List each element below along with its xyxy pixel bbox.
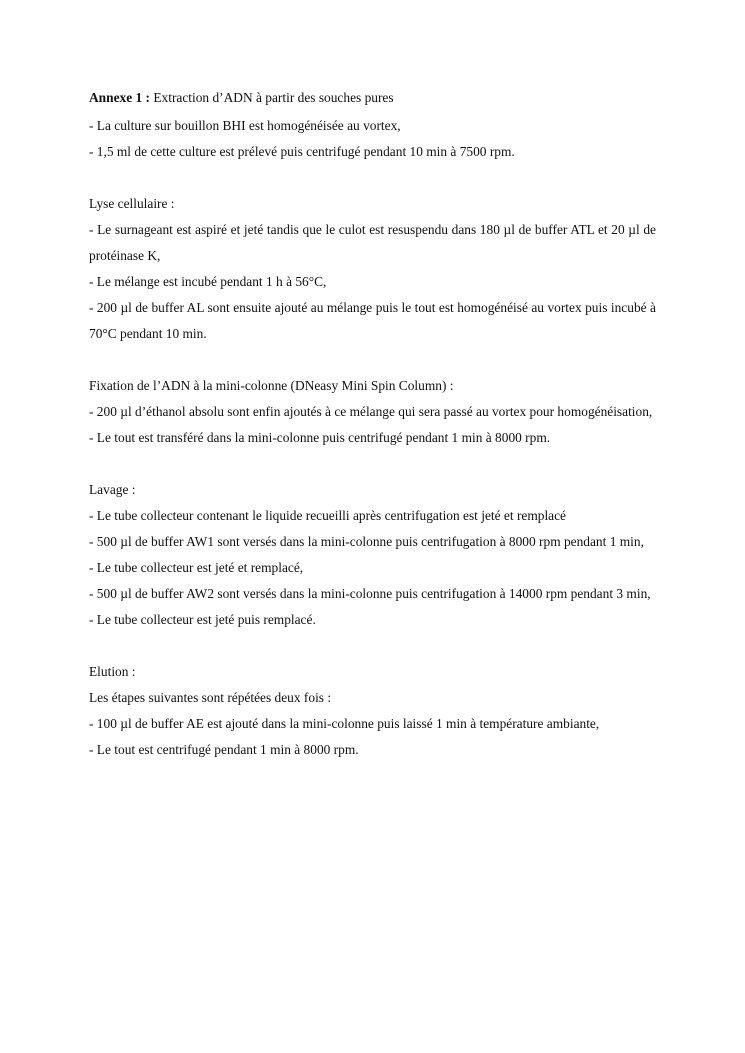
section-lyse — [89, 191, 656, 347]
section-line: Les étapes suivantes sont répétées deux fois : — [89, 690, 332, 705]
section-line: - Le tube collecteur contenant le liquide recueilli après centrifugation est jeté et remplacé — [89, 508, 567, 523]
section-line: - 100 µl de buffer AE est ajouté dans la mini-colonne puis laissé 1 min à température ambiante, — [89, 716, 600, 731]
intro-line: - La culture sur bouillon BHI est homogénéisée au vortex, — [89, 118, 401, 133]
section-elution — [89, 659, 656, 763]
section-line: - 500 µl de buffer AW1 sont versés dans la mini-colonne puis centrifugation à 8000 rpm pendant 1 min, — [89, 534, 644, 549]
section-title: Elution : — [89, 664, 136, 679]
section-title: Fixation de l’ADN à la mini-colonne (DNeasy Mini Spin Column) : — [89, 378, 454, 393]
annex-title: Extraction d’ADN à partir des souches pures — [153, 90, 394, 105]
intro-block — [89, 113, 656, 165]
section-fixation — [89, 373, 656, 451]
section-line: - Le tube collecteur est jeté puis remplacé. — [89, 612, 316, 627]
document-page — [89, 87, 656, 763]
section-line: - Le tout est centrifugé pendant 1 min à 8000 rpm. — [89, 742, 359, 757]
section-line: - Le tube collecteur est jeté et remplacé, — [89, 560, 304, 575]
section-title: Lavage : — [89, 482, 136, 497]
section-line: - 500 µl de buffer AW2 sont versés dans la mini-colonne puis centrifugation à 14000 rpm pendant 3 min, — [89, 586, 651, 601]
section-line: - Le surnageant est aspiré et jeté tandis que le culot est resuspendu dans 180 µl de buffer ATL et 20 µl de protéinase K, — [89, 222, 656, 263]
annex-heading — [89, 87, 656, 109]
section-line: - 200 µl d’éthanol absolu sont enfin ajoutés à ce mélange qui sera passé au vortex pour homogénéisation, — [89, 404, 653, 419]
annex-label: Annexe 1 : — [89, 90, 150, 105]
section-line: - 200 µl de buffer AL sont ensuite ajouté au mélange puis le tout est homogénéisé au vortex puis incubé à 70°C pendant 10 min. — [89, 300, 656, 341]
intro-line: - 1,5 ml de cette culture est prélevé puis centrifugé pendant 10 min à 7500 rpm. — [89, 144, 515, 159]
section-line: - Le mélange est incubé pendant 1 h à 56°C, — [89, 274, 327, 289]
section-lavage — [89, 477, 656, 633]
section-title: Lyse cellulaire : — [89, 196, 175, 211]
section-line: - Le tout est transféré dans la mini-colonne puis centrifugé pendant 1 min à 8000 rpm. — [89, 430, 551, 445]
